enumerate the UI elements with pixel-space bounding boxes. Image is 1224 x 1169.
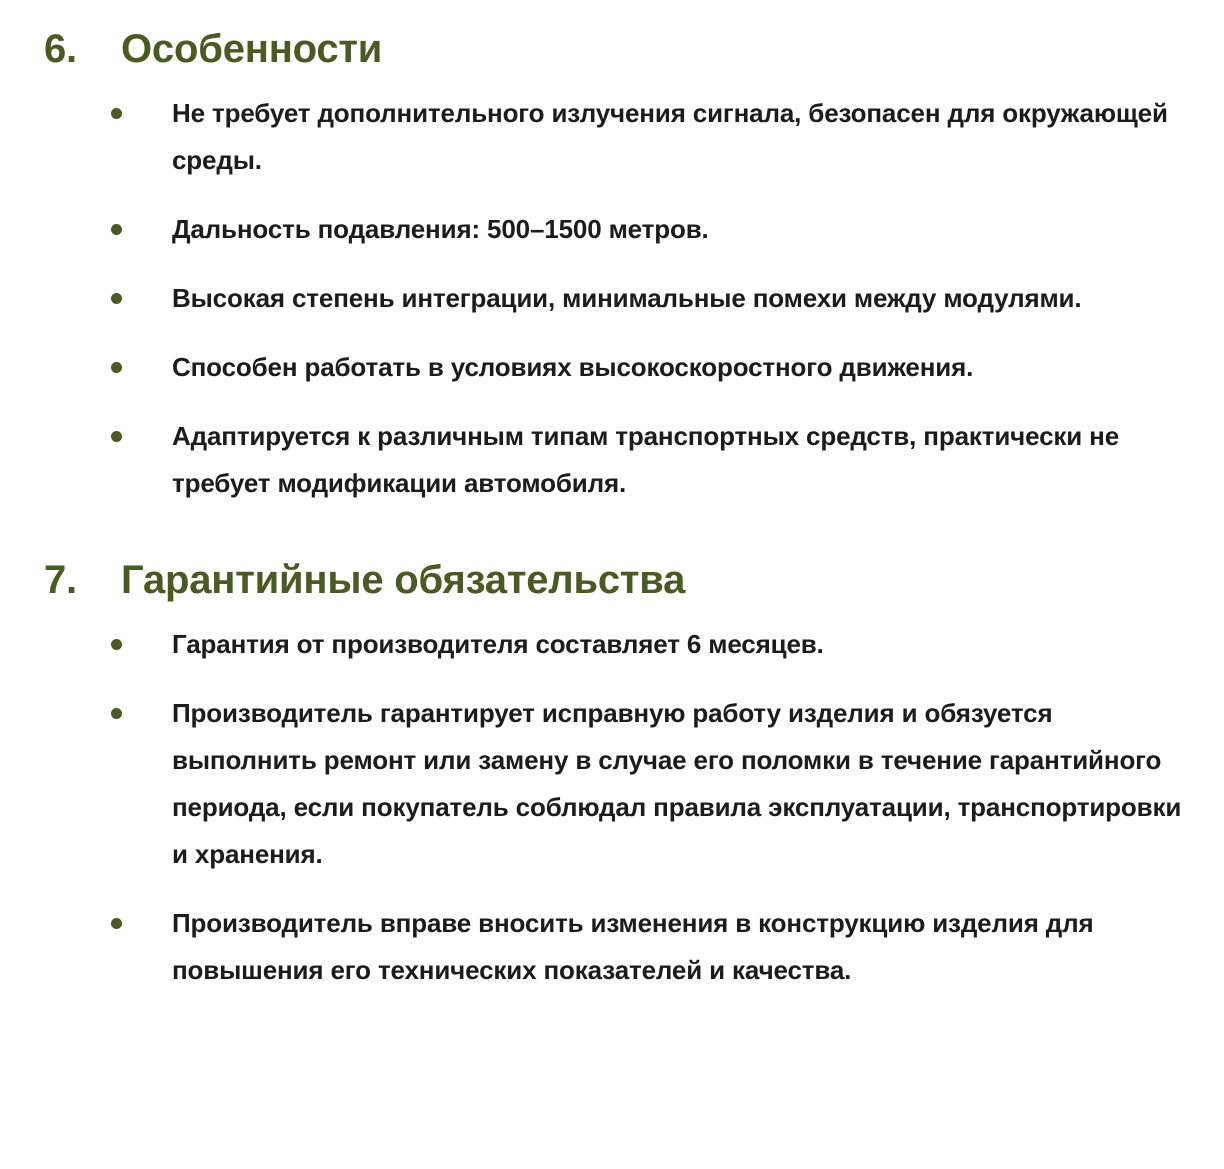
section-number: 7.: [44, 558, 77, 602]
bullet-dot-icon: [111, 224, 122, 235]
list-item: [0, 275, 1224, 322]
bullet-dot-icon: [111, 918, 122, 929]
section-features: [0, 0, 1224, 507]
list-item: [0, 413, 1224, 507]
warranty-list: [0, 621, 1224, 994]
list-item-text: Дальность подавления: 500–1500 метров.: [172, 214, 709, 244]
list-item-text: Производитель гарантирует исправную работу изделия и обязуется выполнить ремонт или замену в случае его поломки в течение гарантийного периода, если покупатель соблюдал правила эксплуатации, транспортировки и хранения.: [172, 698, 1182, 869]
features-list: [0, 90, 1224, 507]
section-heading: [0, 555, 1224, 605]
list-item: [0, 344, 1224, 391]
list-item: [0, 206, 1224, 253]
list-item: [0, 621, 1224, 668]
bullet-dot-icon: [111, 362, 122, 373]
list-item: [0, 690, 1224, 878]
section-number: 6.: [44, 27, 77, 71]
bullet-dot-icon: [111, 639, 122, 650]
list-item: [0, 900, 1224, 994]
list-item-text: Производитель вправе вносить изменения в конструкцию изделия для повышения его технических показателей и качества.: [172, 908, 1094, 985]
bullet-dot-icon: [111, 108, 122, 119]
bullet-dot-icon: [111, 708, 122, 719]
section-heading: [0, 24, 1224, 74]
list-item-text: Не требует дополнительного излучения сигнала, безопасен для окружающей среды.: [172, 98, 1168, 175]
list-item-text: Высокая степень интеграции, минимальные помехи между модулями.: [172, 283, 1082, 313]
bullet-dot-icon: [111, 431, 122, 442]
list-item-text: Способен работать в условиях высокоскоростного движения.: [172, 352, 974, 382]
section-title: Особенности: [121, 27, 383, 71]
list-item-text: Адаптируется к различным типам транспортных средств, практически не требует модификации автомобиля.: [172, 421, 1120, 498]
list-item: [0, 90, 1224, 184]
section-title: Гарантийные обязательства: [121, 558, 686, 602]
bullet-dot-icon: [111, 293, 122, 304]
list-item-text: Гарантия от производителя составляет 6 месяцев.: [172, 629, 824, 659]
section-warranty: [0, 529, 1224, 994]
